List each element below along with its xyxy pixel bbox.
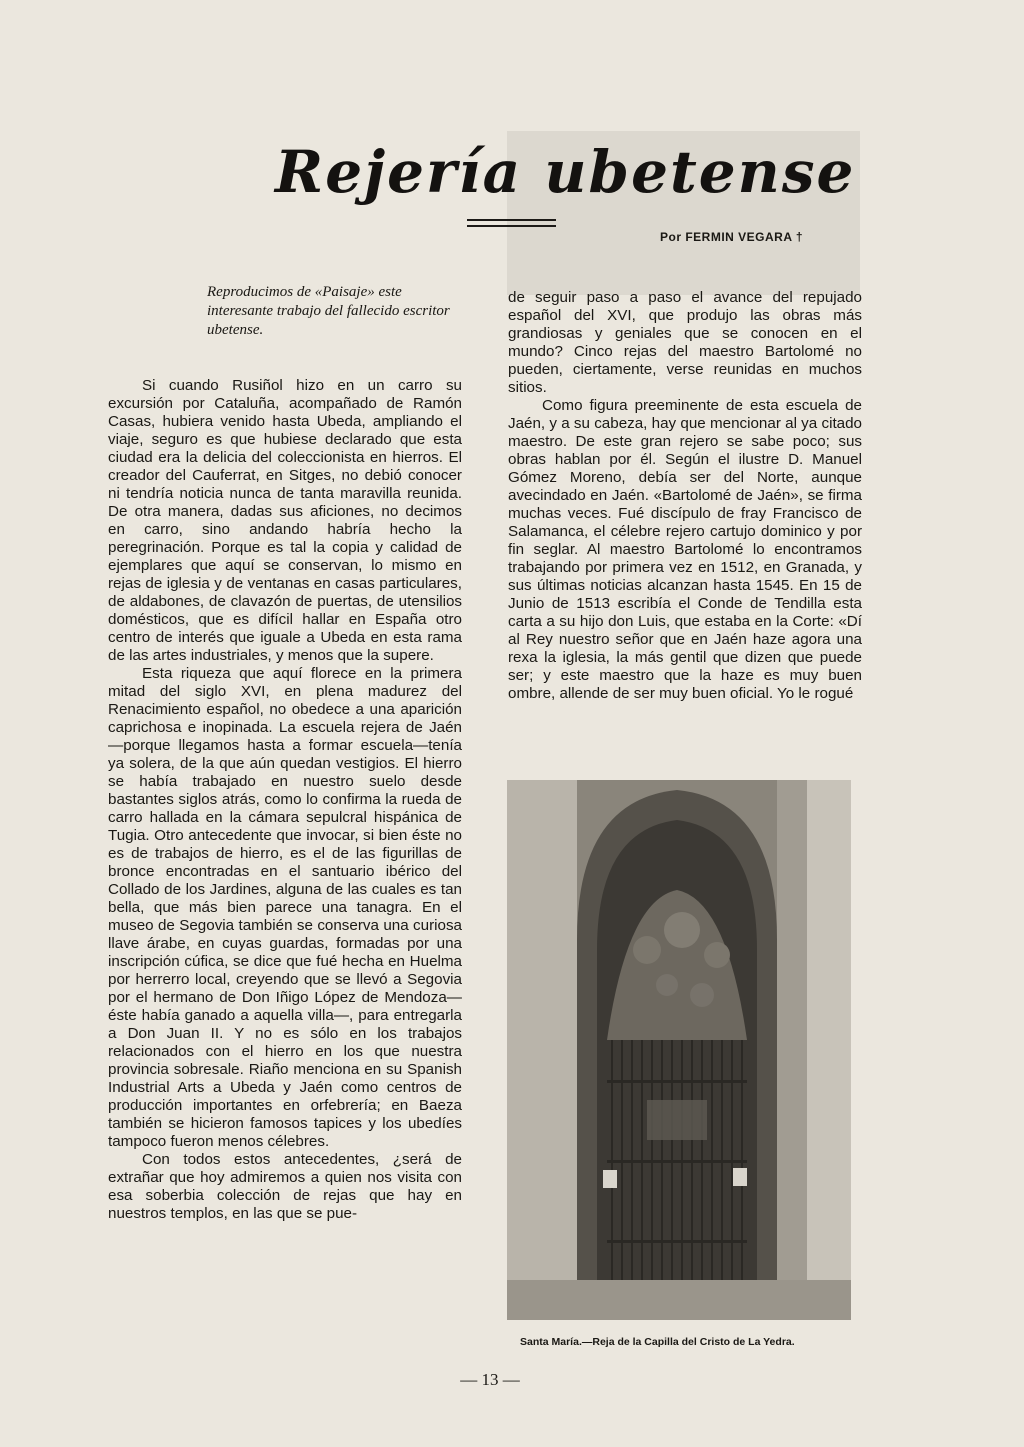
left-paragraph-2: Esta riqueza que aquí florece en la primera mitad del siglo XVI, en plena madurez del Renacimiento español, no obedece a una aparición caprichosa e inopinada. La escuela rejera de Jaén—porque llegamos hasta a formar escuela—tenía ya solera, de la que aún quedan vestigios. El hierro se había trabajado en nuestro suelo desde bastantes siglos atrás, como lo confirma la rueda de carro hallada en la cámara sepulcral hispánica de Tugia. Otro antecedente que invocar, si bien éste no es de trabajos de hierro, es el de las figurillas de bronce encontradas en el santuario ibérico del Collado de los Jardines, alguna de las cuales es tan bella, que más bien parece una tanagra. En el museo de Segovia también se conserva una curiosa llave árabe, en cuyas guardas, formadas por una inscripción cúfica, se dice que fué hecha en Huelma por herrerro local, creyendo que se llevó a Segovia por el hermano de Don Iñigo López de Mendoza—éste había ganado a aquella villa—, para entregarla a Don Juan II. Y no es sólo en los trabajos relacionados con el hierro en los que nuestra provincia sobresale. Riaño menciona en su Spanish Industrial Arts a Ubeda y Jaén como centros de producción importantes en orfebrería; en Baeza también se hicieron famosos tapices y los ubedíes tampoco fueron menos célebres. <box>108 665 462 1150</box>
left-column <box>108 377 462 1223</box>
left-paragraph-1: Si cuando Rusiñol hizo en un carro su excursión por Cataluña, acompañado de Ramón Casas, hubiera venido hasta Ubeda, ampliando el viaje, seguro es que hubiese declarado que esta ciudad era la delicia del coleccionista en hierros. El creador del Cauferrat, en Sitges, no debió conocer ni tendría noticia nunca de tanta maravilla reunida. De otra manera, dadas sus aficiones, no decimos en carro, sino andando habría hecho la peregrinación. Porque es tal la copia y calidad de ejemplares que aquí se conservan, lo mismo en rejas de iglesia y de ventanas en casas particulares, de aldabones, de clavazón de puertas, de utensilios domésticos, que es difícil hallar en España otro centro de interés que iguale a Ubeda en esta rama de las artes industriales, y menos que la supere. <box>108 377 462 664</box>
photo-iron-grille <box>507 780 851 1320</box>
left-paragraph-3: Con todos estos antecedentes, ¿será de extrañar que hoy admiremos a quien nos visita con esa soberbia colección de rejas que hay en nuestros templos, en las que se pue- <box>108 1151 462 1222</box>
title-rule-bottom <box>467 225 556 227</box>
title-rule-top <box>467 219 556 221</box>
intro-note: Reproducimos de «Paisaje» este interesante trabajo del fallecido escritor ubetense. <box>207 284 450 338</box>
right-paragraph-1: de seguir paso a paso el avance del repujado español del XVI, que produjo las obras más grandiosas y geniales que se conocen en el mundo? Cinco rejas del maestro Bartolomé no pueden, ciertamente, verse reunidas en muchos sitios. <box>508 289 862 396</box>
article-title: Rejería ubetense <box>275 138 856 206</box>
byline: Por FERMIN VEGARA † <box>660 230 804 244</box>
photo-caption: Santa María.—Reja de la Capilla del Cristo de La Yedra. <box>520 1336 795 1348</box>
right-column <box>508 289 862 703</box>
photo-illustration <box>507 780 851 1320</box>
page-number: — 13 — <box>460 1370 520 1389</box>
right-paragraph-2: Como figura preeminente de esta escuela de Jaén, y a su cabeza, hay que mencionar al ya citado maestro. De este gran rejero se sabe poco; sus obras hablan por él. Según el ilustre D. Manuel Gómez Moreno, debía ser del Norte, aunque avecindado en Jaén. «Bartolomé de Jaén», se firma muchas veces. Fué discípulo de fray Francisco de Salamanca, el célebre rejero cartujo dominico y por fin seglar. Al maestro Bartolomé lo encontramos trabajando por primera vez en 1512, en Granada, y sus últimas noticias alcanzan hasta 1545. En 15 de Junio de 1513 escribía el Conde de Tendilla esta carta a su hijo don Luis, que estaba en la Corte: «Dí al Rey nuestro señor que en Jaén haze agora una rexa la iglesia, la más gentil que dizen que puede ser; y este maestro que la haze es muy buen ombre, allende de ser muy buen oficial. Yo le rogué <box>508 397 862 702</box>
